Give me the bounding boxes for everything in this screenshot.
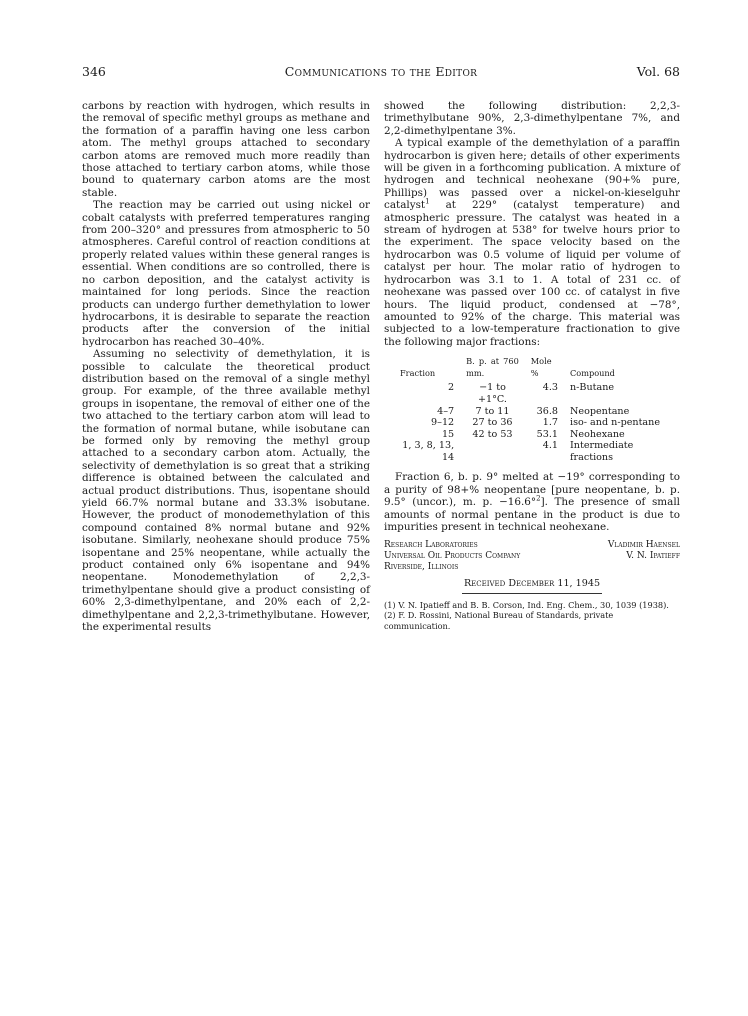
paragraph: carbons by reaction with hydrogen, which results in the removal of specific methyl groups as methane and the formation of a paraffin having one less carbon atom. The methyl groups attached to secondary carbon atoms are removed much more readily than those attached to tertiary carbon atoms, while those bound to quaternary carbon atoms are the most stable.: [82, 100, 370, 199]
paragraph-text: at 229° (catalyst temperature) and atmospheric pressure. The catalyst was heated in a stream of hydrogen at 538° for twelve hours prior to the experiment. The space velocity based on the hydrocarbon was 0.5 volume of liquid per volume of catalyst per hour. The molar ratio of hydrogen to hydrocarbon was 3.1 to 1. A total of 231 cc. of neohexane was passed over 100 cc. of catalyst in five hours. The liquid product, condensed at −78°, amounted to 92% of the charge. This material was subjected to a low-temperature fractionation to give the following major fractions:: [384, 199, 680, 348]
table-cell: −1 to +1°C.: [477, 382, 507, 405]
paragraph: showed the following distribution: 2,2,3-trimethylbutane 90%, 2,3-dimethylpentane 7%, and 2,2-dimethylpentane 3%.: [384, 100, 680, 137]
table-cell: 15: [441, 428, 455, 440]
table-cell: 27 to 36: [472, 417, 513, 429]
column-header: Mole %: [530, 356, 552, 378]
table-cell: 4.3: [542, 382, 558, 394]
table-cell: 53.1: [536, 428, 558, 440]
column-header: B. p. at 760 mm.: [466, 356, 519, 378]
table-cell: iso- and n-pentane: [570, 417, 660, 429]
table-cell: 2: [448, 382, 455, 394]
paragraph: The reaction may be carried out using nickel or cobalt catalysts with preferred temperatures ranging from 200–320° and pressures from atmospheric to 50 atmospheres. Careful control of reaction conditions at properly related values within these general ranges is essential. When conditions are so controlled, there is no carbon deposition, and the catalyst activity is maintained for long periods. Since the reaction products can undergo further demethylation to lower hydrocarbons, it is desirable to separate the reaction products after the conversion of the initial hydrocarbon has reached 30–40%.: [82, 199, 370, 348]
table-cell: 9–12: [431, 417, 455, 429]
table-cell: 1.7: [542, 417, 558, 429]
author-name: Vladimir Haensel: [607, 539, 680, 550]
table-cell: 36.8: [536, 405, 558, 417]
affiliation-line: Research Laboratories: [384, 539, 478, 550]
table-cell: 4–7: [437, 405, 455, 417]
fractions-table: [394, 356, 680, 463]
affiliation-line: Universal Oil Products Company: [384, 550, 521, 561]
received-date: Received December 11, 1945: [463, 577, 601, 589]
running-header: [82, 64, 680, 82]
table-cell: Intermediate fractions: [570, 440, 634, 463]
table-cell: [460, 440, 525, 463]
page-number: 346: [82, 64, 106, 79]
affiliation-line: Riverside, Illinois: [384, 561, 459, 572]
table-cell: 1, 3, 8, 13, 14: [402, 440, 455, 463]
divider: [462, 593, 602, 594]
table-row: [394, 429, 680, 441]
table-cell: 7 to 11: [475, 405, 510, 417]
paragraph-text: Fraction 6, b. p. 9° melted at −19° corresponding to a purity of 98+% neopentane [pure neopentane, b. p. 9.5° (uncor.), m. p. −16.6°: [384, 471, 680, 509]
column-header: Compound: [570, 367, 615, 378]
footnote: (1) V. N. Ipatieff and B. B. Corson, Ind. Eng. Chem., 30, 1039 (1938).: [384, 599, 669, 610]
table-row: [394, 440, 680, 463]
signature-block: [384, 540, 680, 576]
table-row: [394, 406, 680, 418]
left-column: [82, 100, 370, 633]
table-row: [394, 382, 680, 405]
table-cell: 42 to 53: [472, 428, 513, 440]
column-header: Fraction: [400, 367, 436, 378]
table-cell: n-Butane: [570, 382, 615, 394]
right-column: [384, 100, 680, 631]
affiliation: [384, 540, 520, 574]
running-title: Communications to the Editor: [284, 64, 478, 79]
paragraph-text: A typical example of the demethylation of a paraffin hydrocarbon is given here; details of other experiments will be given in a forthcoming publication. A mixture of hydrogen and technical neohexane (90+% pure, Phillips) was passed over a nickel-on-kieselguhr catalyst: [384, 137, 680, 212]
table-row: [394, 417, 680, 429]
paragraph-text: ]. The presence of small amounts of normal pentane in the product is due to impurities present in technical neohexane.: [384, 496, 680, 534]
table-cell: Neopentane: [570, 405, 630, 417]
table-cell: 4.1: [542, 440, 558, 452]
paragraph: [384, 137, 680, 348]
paragraph: Assuming no selectivity of demethylation, it is possible to calculate the theoretical product distribution based on the removal of a single methyl group. For example, of the three available methyl groups in isopentane, the removal of either one of the two attached to the tertiary carbon atom will lead to the formation of normal butane, while isobutane can be formed only by removing the methyl group attached to a secondary carbon atom. Actually, the selectivity of demethylation is so great that a striking difference is obtained between the calculated and actual product distributions. Thus, isopentane should yield 66.7% normal butane and 33.3% isobutane. However, the product of monodemethylation of this compound contained 8% normal butane and 92% isobutane. Similarly, neohexane should produce 75% isopentane and 25% neopentane, while actually the product contained only 6% isopentane and 94% neopentane. Monodemethylation of 2,2,3-trimethylpentane should give a product consisting of 60% 2,3-dimethylpentane, and 20% each of 2,2-dimethylpentane and 2,2,3-trimethylbutane. However, the experimental results: [82, 348, 370, 634]
footnote-ref: 1: [425, 197, 430, 206]
volume-label: Vol. 68: [636, 64, 680, 79]
footnote: (2) F. D. Rossini, National Bureau of Standards, private communication.: [384, 610, 614, 631]
footnote-ref: 2: [536, 494, 541, 503]
table-header-row: [394, 356, 680, 382]
table-cell: Neohexane: [570, 428, 625, 440]
author-name: V. N. Ipatieff: [626, 550, 680, 561]
paragraph: [384, 471, 680, 533]
authors: [608, 540, 680, 562]
